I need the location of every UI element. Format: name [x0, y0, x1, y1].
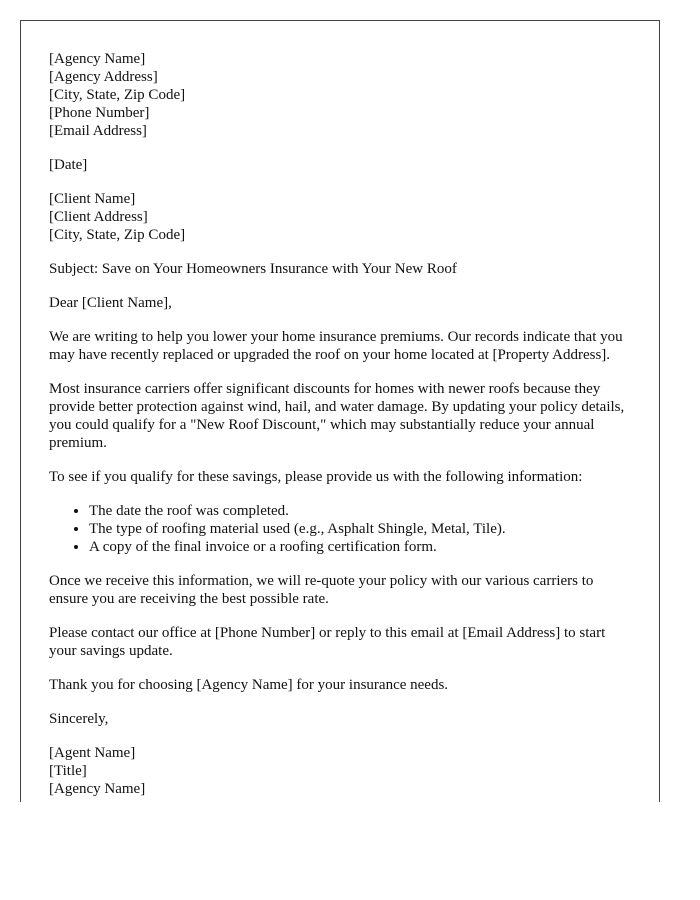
- recipient-block: [49, 190, 632, 244]
- list-item: • A copy of the final invoice or a roofing certification form.: [89, 538, 632, 556]
- sender-email: [Email Address]: [49, 123, 147, 139]
- sender-block: [49, 50, 632, 140]
- list-item: • The type of roofing material used (e.g., Asphalt Shingle, Metal, Tile).: [89, 520, 632, 538]
- recipient-city-state-zip: [City, State, Zip Code]: [49, 227, 186, 243]
- body-paragraph-discount: Most insurance carriers offer significant discounts for homes with newer roofs because they provide better protection against wind, hail, and water damage. By updating your policy details, you could qualify for a "New Roof Discount," which may substantially reduce your annual premium.: [49, 381, 625, 451]
- body-paragraph-request: To see if you qualify for these savings, please provide us with the following information:: [49, 469, 583, 485]
- list-item: • The date the roof was completed.: [89, 502, 632, 520]
- letter-date: [Date]: [49, 157, 88, 173]
- letter-frame: [20, 20, 660, 802]
- signature-agent-name: [Agent Name]: [49, 745, 136, 761]
- body-paragraph-intro: We are writing to help you lower your home insurance premiums. Our records indicate that you may have recently replaced or upgraded the roof on your home located at [Property Address].: [49, 329, 623, 363]
- signature-title: [Title]: [49, 763, 87, 779]
- requirements-list: [49, 502, 632, 556]
- subject-line: Subject: Save on Your Homeowners Insurance with Your New Roof: [49, 261, 457, 277]
- sender-city-state-zip: [City, State, Zip Code]: [49, 87, 186, 103]
- salutation: Dear [Client Name],: [49, 295, 172, 311]
- closing-paragraph-contact: Please contact our office at [Phone Number] or reply to this email at [Email Address] to start your savings update.: [49, 625, 606, 659]
- date-block: [49, 156, 632, 174]
- signature-agency-name: [Agency Name]: [49, 781, 146, 797]
- recipient-client-address: [Client Address]: [49, 209, 148, 225]
- sender-agency-address: [Agency Address]: [49, 69, 158, 85]
- closing-paragraph-requote: Once we receive this information, we will re-quote your policy with our various carriers to ensure you are receiving the best possible rate.: [49, 573, 594, 607]
- closing-paragraph-thanks: Thank you for choosing [Agency Name] for your insurance needs.: [49, 677, 449, 693]
- sender-phone: [Phone Number]: [49, 105, 150, 121]
- letter-content: [21, 21, 659, 798]
- valediction: Sincerely,: [49, 711, 109, 727]
- recipient-client-name: [Client Name]: [49, 191, 136, 207]
- sender-agency-name: [Agency Name]: [49, 51, 146, 67]
- signature-block: [49, 744, 632, 798]
